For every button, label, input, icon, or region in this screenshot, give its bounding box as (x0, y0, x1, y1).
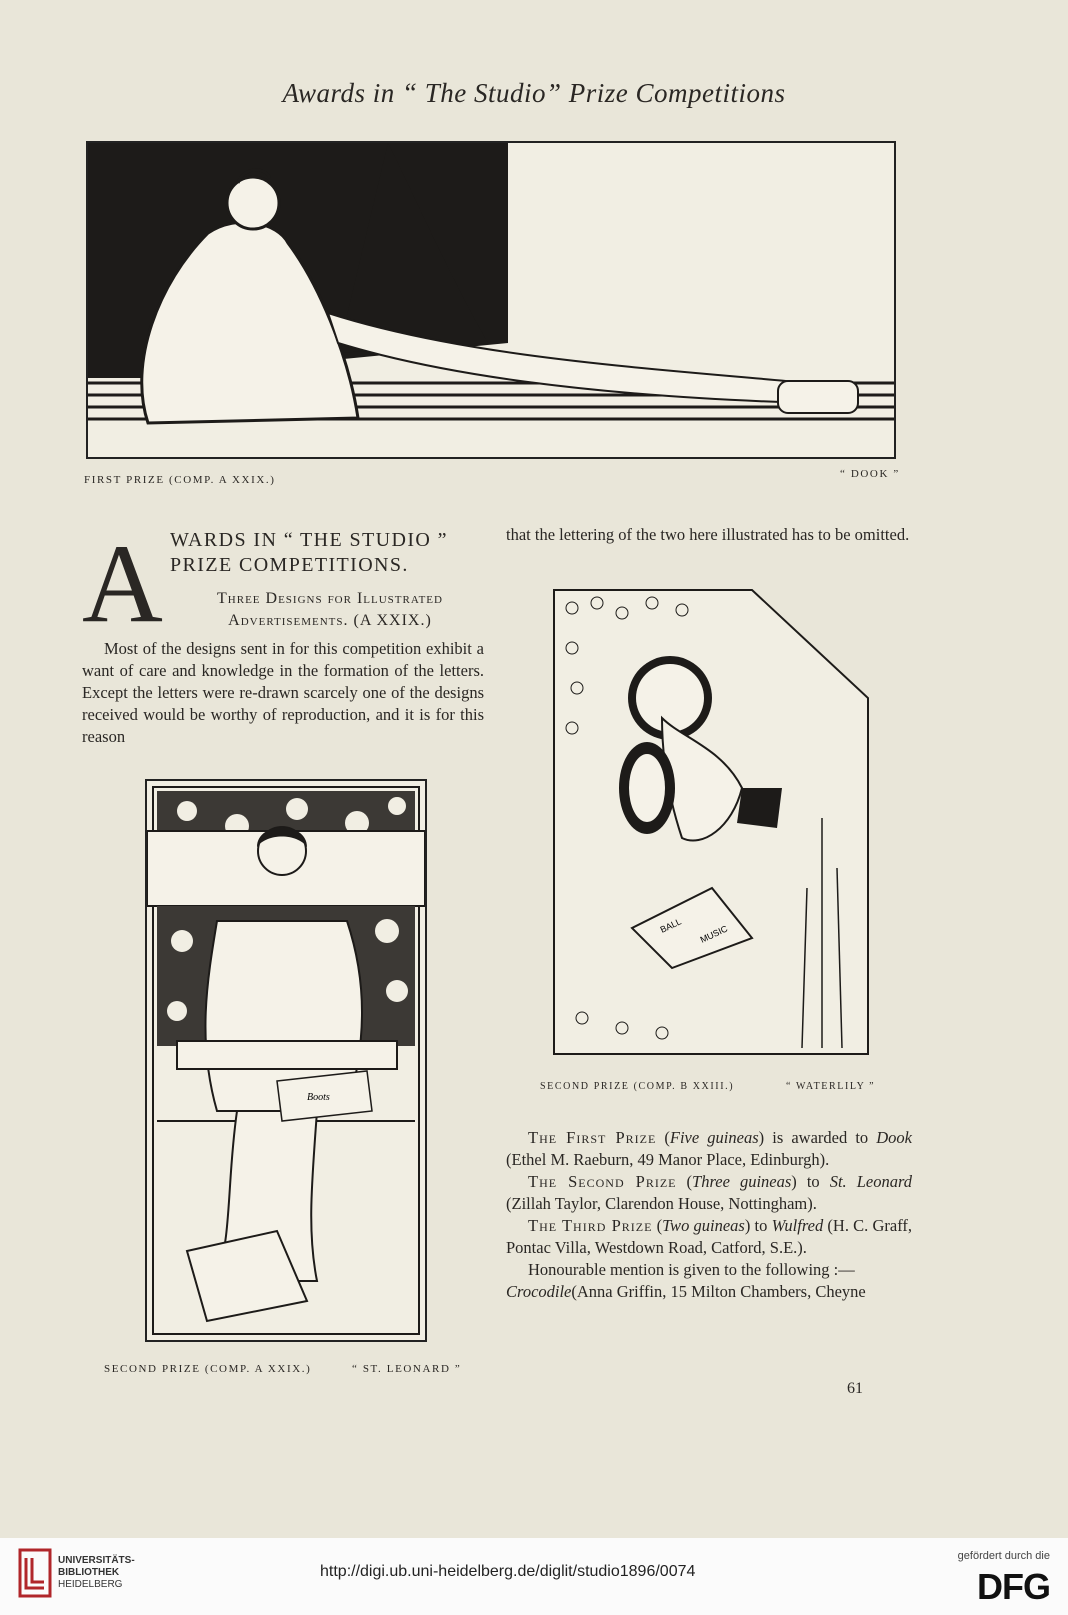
library-name (58, 1555, 135, 1591)
figure-waterlily (552, 588, 870, 1056)
dook-illustration (88, 143, 894, 457)
honourable-mention: Honourable mention is given to the following :— (528, 1260, 855, 1279)
dfg-logo: DFG (977, 1566, 1050, 1607)
crocodile-entry (506, 1281, 912, 1303)
st-leonard-illustration (147, 781, 425, 1340)
third-prize-detail: (H. C. Graff, Pontac Villa, Westdown Road, Catford, S.E.). (506, 1216, 913, 1257)
third-prize-paragraph: The Third Prize (Two guineas) to Wulfred (H. C. Graff, Pontac Villa, Westdown Road, Catford, S.E.). (506, 1216, 913, 1257)
left-column (82, 638, 484, 748)
page-number: 61 (847, 1380, 863, 1397)
first-prize-name: Dook (876, 1128, 913, 1147)
running-title: Awards in “ The Studio” Prize Competitions (282, 78, 786, 108)
figure-dook-caption-left: FIRST PRIZE (COMP. A XXIX.) (84, 474, 276, 486)
second-prize-amount: Three guineas (692, 1172, 792, 1191)
waterlily-book-text-1: BALL (658, 916, 683, 935)
crocodile-detail: (Anna Griffin, 15 Milton Chambers, Cheyne (571, 1282, 866, 1301)
waterlily-illustration (552, 588, 870, 1056)
figure-st-leonard-caption-left: SECOND PRIZE (COMP. A XXIX.) (104, 1363, 312, 1375)
sponsor-text: gefördert durch die (957, 1550, 1050, 1562)
second-prize-paragraph: The Second Prize (Three guineas) to St. Leonard (Zillah Taylor, Clarendon House, Nottingham). (506, 1172, 913, 1213)
library-line-2: BIBLIOTHEK (58, 1567, 120, 1578)
first-prize-paragraph: The First Prize (Five guineas) is awarded to Dook (Ethel M. Raeburn, 49 Manor Place, Edinburgh). (506, 1128, 913, 1169)
crocodile-name: Crocodile (506, 1282, 572, 1301)
figure-st-leonard-caption-right: “ ST. LEONARD ” (352, 1363, 462, 1375)
library-line-3: HEIDELBERG (58, 1579, 123, 1590)
first-prize-amount: Five guineas (669, 1128, 759, 1147)
second-prize-to: to (806, 1172, 820, 1191)
subheading-text: Three Designs for Illustrated Advertisements. (A XXIX.) (217, 590, 443, 629)
article-heading: WARDS IN “ THE STUDIO ” PRIZE COMPETITIONS. (170, 529, 448, 576)
waterlily-book-text-2: MUSIC (698, 923, 730, 945)
second-prize-name: St. Leonard (829, 1172, 913, 1191)
third-prize-name: Wulfred (771, 1216, 824, 1235)
library-logo-icon (18, 1548, 52, 1598)
first-prize-detail: (Ethel M. Raeburn, 49 Manor Place, Edinburgh). (506, 1150, 830, 1169)
figure-dook (86, 141, 896, 459)
first-prize-label: The First Prize (528, 1128, 657, 1147)
figure-dook-caption-right: “ DOOK ” (840, 468, 900, 480)
figure-st-leonard (145, 779, 427, 1342)
third-prize-amount: Two guineas (662, 1216, 745, 1235)
library-line-1: UNIVERSITÄTS- (58, 1555, 135, 1566)
right-column-top (506, 524, 912, 546)
source-url-link[interactable]: http://digi.ub.uni-heidelberg.de/diglit/studio1896/0074 (320, 1563, 696, 1580)
drop-cap: A (82, 522, 163, 646)
third-prize-to: to (754, 1216, 768, 1235)
st-leonard-poster-text: Boots (307, 1092, 330, 1103)
paragraph-1-continued: that the lettering of the two here illustrated has to be omitted. (506, 525, 910, 544)
third-prize-label: The Third Prize (528, 1216, 653, 1235)
paragraph-1: Most of the designs sent in for this competition exhibit a want of care and knowledge in the formation of the letters. Except the letters were re-drawn scarcely one of the designs received would be worthy of reproduction, and it is for this reason (82, 639, 484, 746)
first-prize-text: is awarded to (772, 1128, 869, 1147)
right-column-bottom (506, 1127, 912, 1303)
figure-waterlily-caption-right: “ WATERLILY ” (786, 1081, 876, 1092)
article-subheading (170, 588, 490, 632)
second-prize-detail: (Zillah Taylor, Clarendon House, Nottingham). (506, 1194, 817, 1213)
second-prize-label: The Second Prize (528, 1172, 677, 1191)
figure-waterlily-caption-left: SECOND PRIZE (COMP. B XXIII.) (540, 1081, 735, 1092)
